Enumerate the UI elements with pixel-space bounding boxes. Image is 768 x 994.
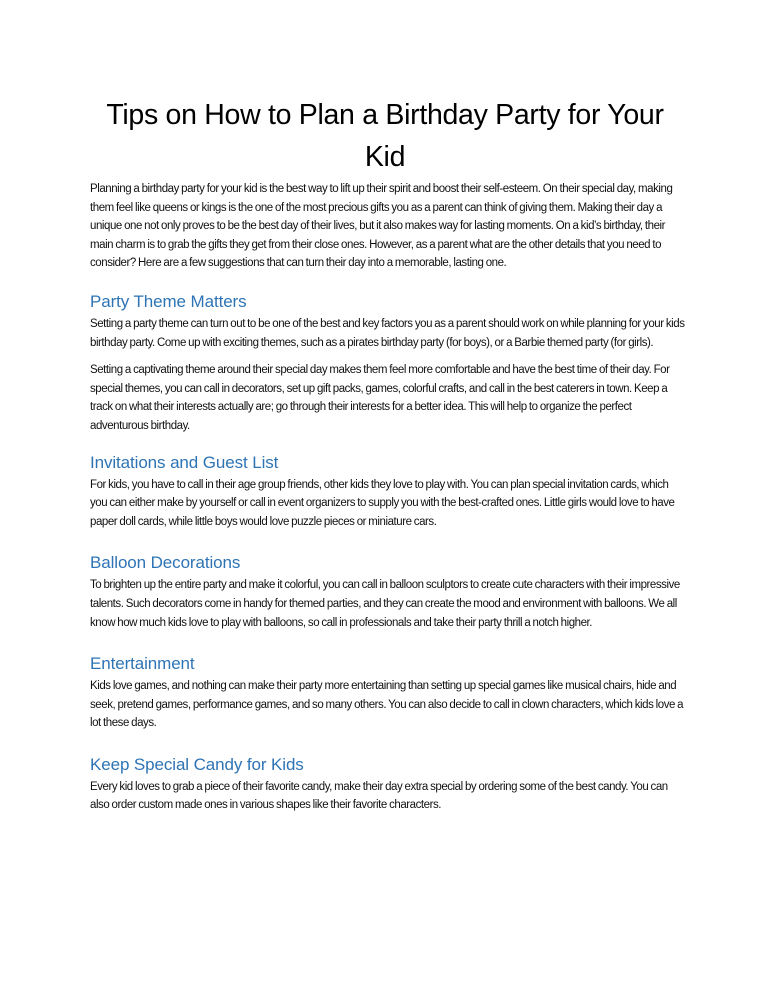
invitations-paragraph: For kids, you have to call in their age group friends, other kids they love to play with. You can plan special invitation cards, which you can either make by yourself or call in event organizers to supply you with the best-crafted ones. Little girls would love to have paper doll cards, while little boys would love puzzle pieces or miniature cars. [90, 478, 675, 528]
intro-paragraph: Planning a birthday party for your kid is the best way to lift up their spirit and boost their self-esteem. On their special day, making them feel like queens or kings is the one of the most precious gifts you as a parent can think of giving them. Making their day a unique one not only proves to be the best day of their lives, but it also makes way for lasting moments. On a kid’s birthday, their main charm is to grab the gifts they get from their close ones. However, as a parent what are the other details that you need to consider? Here are a few suggestions that can turn their day into a memorable, lasting one. [90, 183, 673, 270]
entertainment-paragraph: Kids love games, and nothing can make their party more entertaining than setting up special games like musical chairs, hide and seek, pretend games, performance games, and so many others. You can also decide to call in clown characters, which kids love a lot these days. [90, 680, 684, 730]
section-invitations [90, 440, 686, 532]
section-heading-entertainment: Entertainment [90, 654, 195, 674]
party-theme-paragraph-1: Setting a party theme can turn out to be one of the best and key factors you as a parent should work on while planning for your kids birthday party. Come up with exciting themes, such as a pirates birthday party (for boys), or a Barbie themed party (for girls). [90, 317, 685, 349]
party-theme-paragraph-2: Setting a captivating theme around their special day makes them feel more comfortable and have the best time of their day. For special themes, you can call in decorators, set up gift packs, games, colorful crafts, and call in the best caterers in town. Keep a track on what their interests actually are; go through their interests for a better idea. This will help to organize the perfect adventurous birthday. [90, 364, 670, 432]
section-heading-candy: Keep Special Candy for Kids [90, 754, 304, 774]
document-title: Tips on How to Plan a Birthday Party for Your Kid [106, 99, 664, 173]
section-party-theme [90, 279, 686, 436]
section-entertainment [90, 641, 686, 733]
section-balloon-decorations [90, 540, 686, 632]
section-heading-balloon-decorations: Balloon Decorations [90, 553, 241, 573]
section-heading-party-theme: Party Theme Matters [90, 291, 247, 311]
section-candy [90, 742, 686, 815]
candy-paragraph: Every kid loves to grab a piece of their favorite candy, make their day extra special by ordering some of the best candy. You can also order custom made ones in various shapes like their favorite characters. [90, 780, 668, 812]
balloon-decorations-paragraph: To brighten up the entire party and make it colorful, you can call in balloon sculptors to create cute characters with their impressive talents. Such decorators come in handy for themed parties, and they can create the mood and environment with balloons. We all know how much kids love to play with balloons, so call in professionals and take their party thrill a notch higher. [90, 579, 680, 629]
document-body [90, 180, 686, 824]
section-heading-invitations: Invitations and Guest List [90, 452, 279, 472]
